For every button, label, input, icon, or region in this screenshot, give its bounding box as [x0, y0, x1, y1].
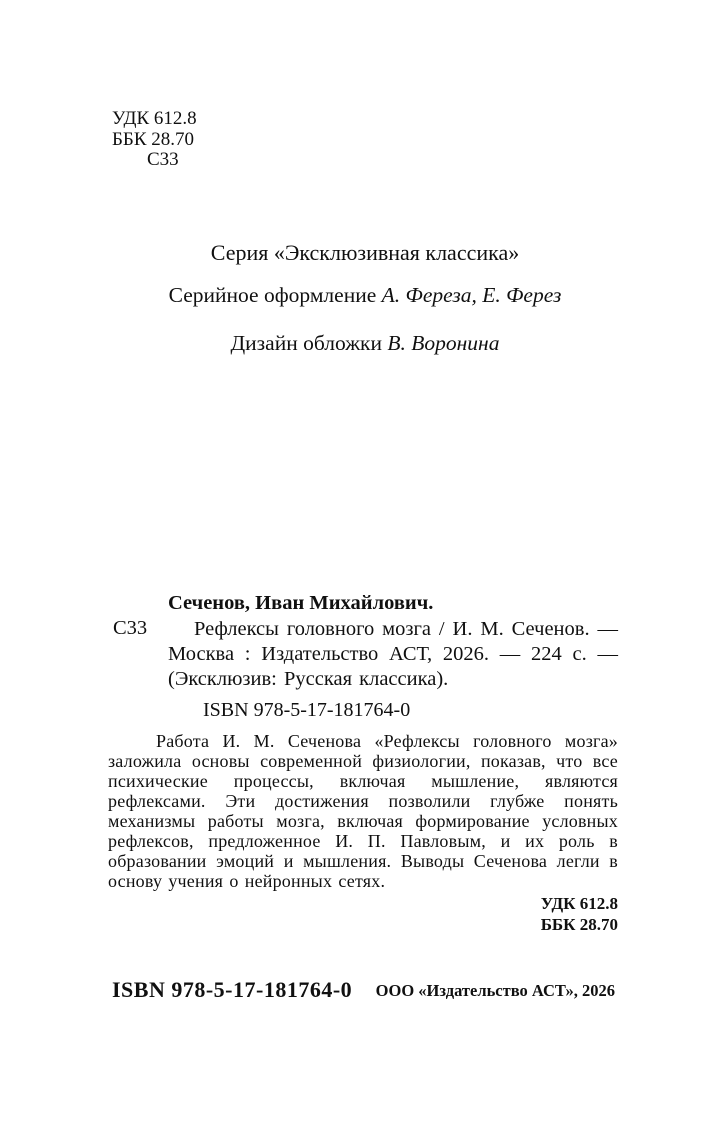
- series-design-names: А. Фереза, Е. Ферез: [381, 283, 562, 307]
- footer-publisher-copyright: ООО «Издательство АСТ», 2026: [375, 981, 615, 1000]
- author-sign-code: С33: [147, 149, 179, 170]
- bbk-code-bottom: ББК 28.70: [540, 914, 618, 934]
- udk-code: УДК 612.8: [112, 108, 197, 129]
- bbk-code: ББК 28.70: [112, 128, 194, 150]
- series-title: Серия «Эксклюзивная классика»: [210, 240, 520, 265]
- catalog-author-sign: С33: [113, 617, 148, 639]
- footer-isbn: ISBN 978-5-17-181764-0: [112, 977, 353, 1002]
- bottom-classification-codes: [118, 894, 618, 935]
- cover-design-credit: [112, 331, 618, 356]
- catalog-isbn: ISBN 978-5-17-181764-0: [203, 699, 411, 721]
- annotation-paragraph: Работа И. М. Сеченова «Рефлексы головного мозга» заложила основы современной физиологии, показав, что все психические процессы, включая мышление, являются рефлексами. Эти достижения позволили глубже понять механизмы работы мозга, включая формирование условных рефлексов, предложенное И. П. Павловым, и их роль в образовании эмоций и мышления. Выводы Сеченова легли в основу учения о нейронных сетях.: [108, 731, 618, 891]
- cover-design-label: Дизайн обложки: [230, 331, 388, 355]
- series-design-credit: [112, 283, 618, 308]
- catalog-author-heading: Сеченов, Иван Михайлович.: [168, 592, 434, 614]
- catalog-bibliographic-description: Рефлексы головного мозга / И. М. Сеченов. — Москва : Издательство АСТ, 2026. — 224 с. — (Эксклюзив: Русская классика).: [168, 618, 618, 690]
- series-design-label: Серийное оформление: [168, 283, 382, 307]
- top-classification-codes: [112, 109, 197, 171]
- udk-code-bottom: УДК 612.8: [540, 894, 618, 913]
- cover-design-name: В. Воронина: [387, 331, 500, 355]
